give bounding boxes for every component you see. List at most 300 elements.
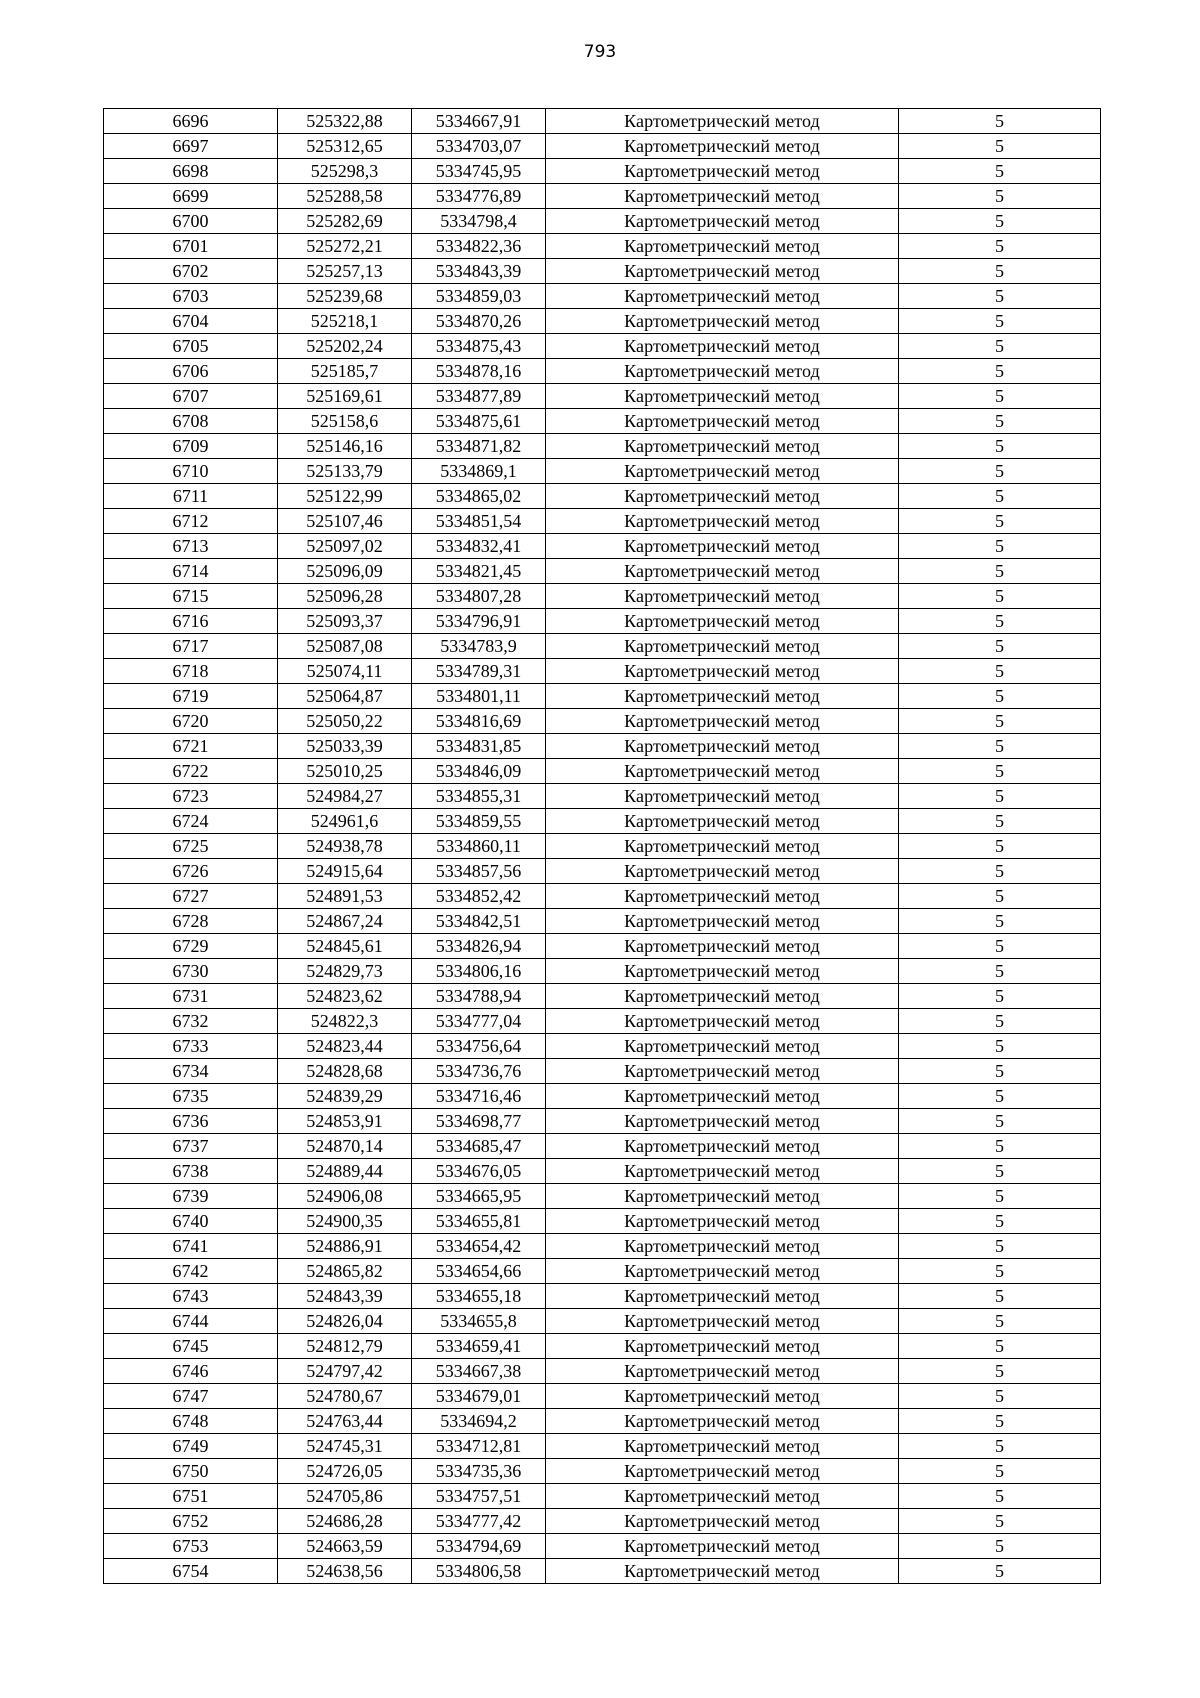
point-number-cell: 6724	[104, 809, 278, 834]
x-coordinate-cell: 524822,3	[278, 1009, 412, 1034]
x-coordinate-cell: 524686,28	[278, 1509, 412, 1534]
accuracy-cell: 5	[899, 134, 1101, 159]
table-row	[104, 209, 1101, 234]
accuracy-cell: 5	[899, 509, 1101, 534]
y-coordinate-cell: 5334654,66	[412, 1259, 546, 1284]
x-coordinate-cell: 524867,24	[278, 909, 412, 934]
y-coordinate-cell: 5334777,04	[412, 1009, 546, 1034]
point-number-cell: 6725	[104, 834, 278, 859]
method-cell: Картометрический метод	[546, 1084, 899, 1109]
y-coordinate-cell: 5334865,02	[412, 484, 546, 509]
table-row	[104, 1259, 1101, 1284]
table-row	[104, 1409, 1101, 1434]
method-cell: Картометрический метод	[546, 1259, 899, 1284]
accuracy-cell: 5	[899, 1334, 1101, 1359]
table-row	[104, 1284, 1101, 1309]
accuracy-cell: 5	[899, 484, 1101, 509]
accuracy-cell: 5	[899, 459, 1101, 484]
x-coordinate-cell: 525312,65	[278, 134, 412, 159]
x-coordinate-cell: 525169,61	[278, 384, 412, 409]
y-coordinate-cell: 5334859,03	[412, 284, 546, 309]
y-coordinate-cell: 5334659,41	[412, 1334, 546, 1359]
method-cell: Картометрический метод	[546, 759, 899, 784]
table-row	[104, 959, 1101, 984]
y-coordinate-cell: 5334798,4	[412, 209, 546, 234]
table-row	[104, 634, 1101, 659]
x-coordinate-cell: 524900,35	[278, 1209, 412, 1234]
point-number-cell: 6705	[104, 334, 278, 359]
table-row	[104, 109, 1101, 134]
point-number-cell: 6703	[104, 284, 278, 309]
accuracy-cell: 5	[899, 834, 1101, 859]
method-cell: Картометрический метод	[546, 234, 899, 259]
method-cell: Картометрический метод	[546, 1459, 899, 1484]
method-cell: Картометрический метод	[546, 1559, 899, 1584]
method-cell: Картометрический метод	[546, 184, 899, 209]
x-coordinate-cell: 525322,88	[278, 109, 412, 134]
method-cell: Картометрический метод	[546, 509, 899, 534]
coordinates-table	[103, 108, 1101, 1584]
table-row	[104, 1509, 1101, 1534]
table-row	[104, 809, 1101, 834]
x-coordinate-cell: 524797,42	[278, 1359, 412, 1384]
y-coordinate-cell: 5334667,38	[412, 1359, 546, 1384]
x-coordinate-cell: 524828,68	[278, 1059, 412, 1084]
method-cell: Картометрический метод	[546, 1309, 899, 1334]
accuracy-cell: 5	[899, 284, 1101, 309]
table-row	[104, 1434, 1101, 1459]
point-number-cell: 6726	[104, 859, 278, 884]
method-cell: Картометрический метод	[546, 159, 899, 184]
x-coordinate-cell: 525158,6	[278, 409, 412, 434]
point-number-cell: 6750	[104, 1459, 278, 1484]
point-number-cell: 6717	[104, 634, 278, 659]
y-coordinate-cell: 5334676,05	[412, 1159, 546, 1184]
accuracy-cell: 5	[899, 1384, 1101, 1409]
y-coordinate-cell: 5334796,91	[412, 609, 546, 634]
y-coordinate-cell: 5334794,69	[412, 1534, 546, 1559]
y-coordinate-cell: 5334852,42	[412, 884, 546, 909]
y-coordinate-cell: 5334831,85	[412, 734, 546, 759]
point-number-cell: 6744	[104, 1309, 278, 1334]
table-row	[104, 1234, 1101, 1259]
table-row	[104, 484, 1101, 509]
method-cell: Картометрический метод	[546, 984, 899, 1009]
accuracy-cell: 5	[899, 409, 1101, 434]
method-cell: Картометрический метод	[546, 609, 899, 634]
point-number-cell: 6741	[104, 1234, 278, 1259]
accuracy-cell: 5	[899, 1359, 1101, 1384]
x-coordinate-cell: 524839,29	[278, 1084, 412, 1109]
y-coordinate-cell: 5334869,1	[412, 459, 546, 484]
x-coordinate-cell: 524726,05	[278, 1459, 412, 1484]
table-row	[104, 584, 1101, 609]
point-number-cell: 6704	[104, 309, 278, 334]
method-cell: Картометрический метод	[546, 1009, 899, 1034]
accuracy-cell: 5	[899, 1484, 1101, 1509]
table-row	[104, 1009, 1101, 1034]
y-coordinate-cell: 5334698,77	[412, 1109, 546, 1134]
accuracy-cell: 5	[899, 634, 1101, 659]
point-number-cell: 6727	[104, 884, 278, 909]
x-coordinate-cell: 525298,3	[278, 159, 412, 184]
method-cell: Картометрический метод	[546, 809, 899, 834]
accuracy-cell: 5	[899, 1159, 1101, 1184]
table-row	[104, 884, 1101, 909]
accuracy-cell: 5	[899, 959, 1101, 984]
accuracy-cell: 5	[899, 1084, 1101, 1109]
table-row	[104, 1484, 1101, 1509]
x-coordinate-cell: 525074,11	[278, 659, 412, 684]
accuracy-cell: 5	[899, 934, 1101, 959]
point-number-cell: 6706	[104, 359, 278, 384]
x-coordinate-cell: 524938,78	[278, 834, 412, 859]
method-cell: Картометрический метод	[546, 209, 899, 234]
y-coordinate-cell: 5334843,39	[412, 259, 546, 284]
y-coordinate-cell: 5334712,81	[412, 1434, 546, 1459]
point-number-cell: 6721	[104, 734, 278, 759]
method-cell: Картометрический метод	[546, 584, 899, 609]
accuracy-cell: 5	[899, 909, 1101, 934]
table-row	[104, 709, 1101, 734]
accuracy-cell: 5	[899, 184, 1101, 209]
table-row	[104, 1359, 1101, 1384]
x-coordinate-cell: 524853,91	[278, 1109, 412, 1134]
y-coordinate-cell: 5334788,94	[412, 984, 546, 1009]
accuracy-cell: 5	[899, 1259, 1101, 1284]
x-coordinate-cell: 524663,59	[278, 1534, 412, 1559]
point-number-cell: 6730	[104, 959, 278, 984]
x-coordinate-cell: 524823,44	[278, 1034, 412, 1059]
method-cell: Картометрический метод	[546, 734, 899, 759]
x-coordinate-cell: 525096,28	[278, 584, 412, 609]
point-number-cell: 6708	[104, 409, 278, 434]
y-coordinate-cell: 5334694,2	[412, 1409, 546, 1434]
point-number-cell: 6699	[104, 184, 278, 209]
accuracy-cell: 5	[899, 1434, 1101, 1459]
method-cell: Картометрический метод	[546, 134, 899, 159]
accuracy-cell: 5	[899, 1234, 1101, 1259]
x-coordinate-cell: 524891,53	[278, 884, 412, 909]
table-row	[104, 309, 1101, 334]
y-coordinate-cell: 5334703,07	[412, 134, 546, 159]
y-coordinate-cell: 5334655,81	[412, 1209, 546, 1234]
point-number-cell: 6702	[104, 259, 278, 284]
table-row	[104, 1084, 1101, 1109]
method-cell: Картометрический метод	[546, 1284, 899, 1309]
method-cell: Картометрический метод	[546, 109, 899, 134]
point-number-cell: 6738	[104, 1159, 278, 1184]
accuracy-cell: 5	[899, 1409, 1101, 1434]
method-cell: Картометрический метод	[546, 859, 899, 884]
point-number-cell: 6719	[104, 684, 278, 709]
x-coordinate-cell: 525202,24	[278, 334, 412, 359]
accuracy-cell: 5	[899, 609, 1101, 634]
x-coordinate-cell: 524829,73	[278, 959, 412, 984]
point-number-cell: 6700	[104, 209, 278, 234]
table-row	[104, 434, 1101, 459]
accuracy-cell: 5	[899, 1059, 1101, 1084]
method-cell: Картометрический метод	[546, 909, 899, 934]
method-cell: Картометрический метод	[546, 1409, 899, 1434]
method-cell: Картометрический метод	[546, 1434, 899, 1459]
y-coordinate-cell: 5334745,95	[412, 159, 546, 184]
method-cell: Картометрический метод	[546, 1059, 899, 1084]
y-coordinate-cell: 5334807,28	[412, 584, 546, 609]
x-coordinate-cell: 524705,86	[278, 1484, 412, 1509]
accuracy-cell: 5	[899, 1134, 1101, 1159]
x-coordinate-cell: 525133,79	[278, 459, 412, 484]
y-coordinate-cell: 5334821,45	[412, 559, 546, 584]
method-cell: Картометрический метод	[546, 884, 899, 909]
y-coordinate-cell: 5334789,31	[412, 659, 546, 684]
accuracy-cell: 5	[899, 309, 1101, 334]
method-cell: Картометрический метод	[546, 1184, 899, 1209]
point-number-cell: 6742	[104, 1259, 278, 1284]
point-number-cell: 6739	[104, 1184, 278, 1209]
accuracy-cell: 5	[899, 984, 1101, 1009]
table-row	[104, 334, 1101, 359]
y-coordinate-cell: 5334877,89	[412, 384, 546, 409]
y-coordinate-cell: 5334801,11	[412, 684, 546, 709]
table-row	[104, 409, 1101, 434]
point-number-cell: 6701	[104, 234, 278, 259]
point-number-cell: 6707	[104, 384, 278, 409]
accuracy-cell: 5	[899, 1184, 1101, 1209]
accuracy-cell: 5	[899, 1209, 1101, 1234]
x-coordinate-cell: 525288,58	[278, 184, 412, 209]
method-cell: Картометрический метод	[546, 484, 899, 509]
accuracy-cell: 5	[899, 709, 1101, 734]
method-cell: Картометрический метод	[546, 834, 899, 859]
y-coordinate-cell: 5334685,47	[412, 1134, 546, 1159]
x-coordinate-cell: 525218,1	[278, 309, 412, 334]
y-coordinate-cell: 5334736,76	[412, 1059, 546, 1084]
x-coordinate-cell: 524780,67	[278, 1384, 412, 1409]
method-cell: Картометрический метод	[546, 309, 899, 334]
method-cell: Картометрический метод	[546, 659, 899, 684]
point-number-cell: 6737	[104, 1134, 278, 1159]
table-row	[104, 459, 1101, 484]
accuracy-cell: 5	[899, 759, 1101, 784]
point-number-cell: 6709	[104, 434, 278, 459]
method-cell: Картометрический метод	[546, 434, 899, 459]
y-coordinate-cell: 5334679,01	[412, 1384, 546, 1409]
x-coordinate-cell: 525010,25	[278, 759, 412, 784]
accuracy-cell: 5	[899, 359, 1101, 384]
table-row	[104, 159, 1101, 184]
method-cell: Картометрический метод	[546, 1334, 899, 1359]
table-row	[104, 134, 1101, 159]
page-number: 793	[583, 42, 617, 62]
method-cell: Картометрический метод	[546, 959, 899, 984]
method-cell: Картометрический метод	[546, 709, 899, 734]
method-cell: Картометрический метод	[546, 1034, 899, 1059]
y-coordinate-cell: 5334665,95	[412, 1184, 546, 1209]
method-cell: Картометрический метод	[546, 634, 899, 659]
y-coordinate-cell: 5334875,61	[412, 409, 546, 434]
x-coordinate-cell: 525146,16	[278, 434, 412, 459]
point-number-cell: 6747	[104, 1384, 278, 1409]
y-coordinate-cell: 5334655,8	[412, 1309, 546, 1334]
y-coordinate-cell: 5334878,16	[412, 359, 546, 384]
y-coordinate-cell: 5334826,94	[412, 934, 546, 959]
point-number-cell: 6749	[104, 1434, 278, 1459]
method-cell: Картометрический метод	[546, 1359, 899, 1384]
table-row	[104, 684, 1101, 709]
method-cell: Картометрический метод	[546, 284, 899, 309]
x-coordinate-cell: 524843,39	[278, 1284, 412, 1309]
point-number-cell: 6697	[104, 134, 278, 159]
accuracy-cell: 5	[899, 534, 1101, 559]
x-coordinate-cell: 524984,27	[278, 784, 412, 809]
point-number-cell: 6714	[104, 559, 278, 584]
x-coordinate-cell: 525087,08	[278, 634, 412, 659]
method-cell: Картометрический метод	[546, 1134, 899, 1159]
method-cell: Картометрический метод	[546, 359, 899, 384]
point-number-cell: 6754	[104, 1559, 278, 1584]
table-row	[104, 984, 1101, 1009]
x-coordinate-cell: 525185,7	[278, 359, 412, 384]
table-row	[104, 509, 1101, 534]
point-number-cell: 6743	[104, 1284, 278, 1309]
accuracy-cell: 5	[899, 109, 1101, 134]
point-number-cell: 6711	[104, 484, 278, 509]
table-row	[104, 659, 1101, 684]
accuracy-cell: 5	[899, 684, 1101, 709]
point-number-cell: 6723	[104, 784, 278, 809]
table-row	[104, 934, 1101, 959]
accuracy-cell: 5	[899, 809, 1101, 834]
point-number-cell: 6731	[104, 984, 278, 1009]
y-coordinate-cell: 5334667,91	[412, 109, 546, 134]
accuracy-cell: 5	[899, 1284, 1101, 1309]
y-coordinate-cell: 5334816,69	[412, 709, 546, 734]
method-cell: Картометрический метод	[546, 534, 899, 559]
x-coordinate-cell: 525064,87	[278, 684, 412, 709]
y-coordinate-cell: 5334875,43	[412, 334, 546, 359]
x-coordinate-cell: 525122,99	[278, 484, 412, 509]
table-row	[104, 384, 1101, 409]
table-row	[104, 1109, 1101, 1134]
table-row	[104, 1034, 1101, 1059]
table-row	[104, 1184, 1101, 1209]
point-number-cell: 6746	[104, 1359, 278, 1384]
table-row	[104, 359, 1101, 384]
accuracy-cell: 5	[899, 1009, 1101, 1034]
x-coordinate-cell: 524886,91	[278, 1234, 412, 1259]
point-number-cell: 6716	[104, 609, 278, 634]
point-number-cell: 6736	[104, 1109, 278, 1134]
y-coordinate-cell: 5334871,82	[412, 434, 546, 459]
x-coordinate-cell: 525272,21	[278, 234, 412, 259]
x-coordinate-cell: 524915,64	[278, 859, 412, 884]
accuracy-cell: 5	[899, 1309, 1101, 1334]
accuracy-cell: 5	[899, 1559, 1101, 1584]
method-cell: Картометрический метод	[546, 684, 899, 709]
x-coordinate-cell: 524745,31	[278, 1434, 412, 1459]
point-number-cell: 6733	[104, 1034, 278, 1059]
y-coordinate-cell: 5334832,41	[412, 534, 546, 559]
method-cell: Картометрический метод	[546, 1534, 899, 1559]
table-row	[104, 234, 1101, 259]
x-coordinate-cell: 525107,46	[278, 509, 412, 534]
accuracy-cell: 5	[899, 659, 1101, 684]
x-coordinate-cell: 525282,69	[278, 209, 412, 234]
method-cell: Картометрический метод	[546, 784, 899, 809]
x-coordinate-cell: 524865,82	[278, 1259, 412, 1284]
accuracy-cell: 5	[899, 384, 1101, 409]
accuracy-cell: 5	[899, 1509, 1101, 1534]
coordinates-table-body	[104, 109, 1101, 1584]
table-row	[104, 1209, 1101, 1234]
accuracy-cell: 5	[899, 734, 1101, 759]
accuracy-cell: 5	[899, 784, 1101, 809]
y-coordinate-cell: 5334783,9	[412, 634, 546, 659]
x-coordinate-cell: 525257,13	[278, 259, 412, 284]
method-cell: Картометрический метод	[546, 934, 899, 959]
point-number-cell: 6712	[104, 509, 278, 534]
y-coordinate-cell: 5334776,89	[412, 184, 546, 209]
point-number-cell: 6740	[104, 1209, 278, 1234]
accuracy-cell: 5	[899, 159, 1101, 184]
point-number-cell: 6698	[104, 159, 278, 184]
y-coordinate-cell: 5334806,58	[412, 1559, 546, 1584]
point-number-cell: 6720	[104, 709, 278, 734]
point-number-cell: 6734	[104, 1059, 278, 1084]
method-cell: Картометрический метод	[546, 1209, 899, 1234]
accuracy-cell: 5	[899, 859, 1101, 884]
x-coordinate-cell: 524870,14	[278, 1134, 412, 1159]
table-row	[104, 259, 1101, 284]
point-number-cell: 6751	[104, 1484, 278, 1509]
table-row	[104, 834, 1101, 859]
x-coordinate-cell: 525050,22	[278, 709, 412, 734]
y-coordinate-cell: 5334806,16	[412, 959, 546, 984]
table-row	[104, 1534, 1101, 1559]
table-row	[104, 784, 1101, 809]
y-coordinate-cell: 5334735,36	[412, 1459, 546, 1484]
y-coordinate-cell: 5334654,42	[412, 1234, 546, 1259]
table-row	[104, 1459, 1101, 1484]
method-cell: Картометрический метод	[546, 559, 899, 584]
accuracy-cell: 5	[899, 1109, 1101, 1134]
point-number-cell: 6753	[104, 1534, 278, 1559]
point-number-cell: 6696	[104, 109, 278, 134]
method-cell: Картометрический метод	[546, 384, 899, 409]
method-cell: Картометрический метод	[546, 459, 899, 484]
accuracy-cell: 5	[899, 884, 1101, 909]
table-row	[104, 1334, 1101, 1359]
x-coordinate-cell: 524823,62	[278, 984, 412, 1009]
y-coordinate-cell: 5334822,36	[412, 234, 546, 259]
y-coordinate-cell: 5334655,18	[412, 1284, 546, 1309]
point-number-cell: 6735	[104, 1084, 278, 1109]
x-coordinate-cell: 525096,09	[278, 559, 412, 584]
method-cell: Картометрический метод	[546, 1509, 899, 1534]
y-coordinate-cell: 5334870,26	[412, 309, 546, 334]
y-coordinate-cell: 5334860,11	[412, 834, 546, 859]
y-coordinate-cell: 5334857,56	[412, 859, 546, 884]
method-cell: Картометрический метод	[546, 1234, 899, 1259]
point-number-cell: 6732	[104, 1009, 278, 1034]
x-coordinate-cell: 524906,08	[278, 1184, 412, 1209]
x-coordinate-cell: 524812,79	[278, 1334, 412, 1359]
table-row	[104, 1384, 1101, 1409]
x-coordinate-cell: 525093,37	[278, 609, 412, 634]
x-coordinate-cell: 524638,56	[278, 1559, 412, 1584]
point-number-cell: 6729	[104, 934, 278, 959]
